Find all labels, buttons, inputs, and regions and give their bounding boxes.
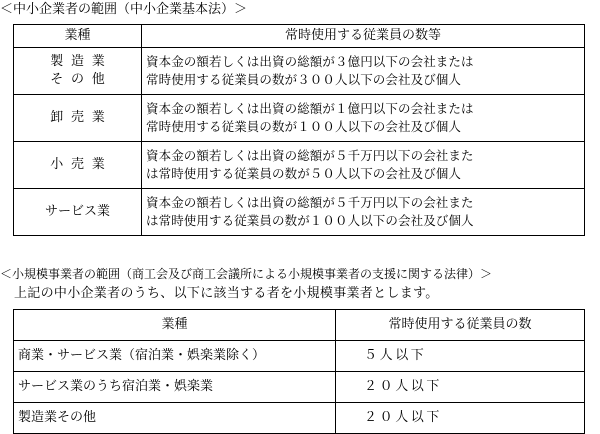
industry-cell: [14, 48, 142, 95]
sme-range-heading: ＜中小企業者の範囲（中小企業基本法）＞: [0, 2, 248, 17]
small-business-intro: 上記の中小企業者のうち、以下に該当する者を小規模事業者とします。: [14, 286, 439, 301]
header-condition: 常時使用する従業員の数等: [142, 25, 585, 48]
industry-line: 製造業: [50, 54, 113, 69]
industry-line: 卸売業: [50, 110, 113, 125]
condition-cell: [142, 189, 585, 236]
condition-cell: [142, 95, 585, 142]
industry-cell: 製造業その他: [14, 403, 336, 434]
header-industry: 業種: [14, 25, 142, 48]
small-business-range-heading: ＜小規模事業者の範囲（商工会及び商工会議所による小規模事業者の支援に関する法律）＞: [0, 267, 493, 281]
condition-line: 常時使用する従業員の数が３００人以下の会社及び個人: [146, 72, 462, 87]
condition-line: 資本金の額若しくは出資の総額が１億円以下の会社または: [146, 101, 474, 116]
small-business-table: [13, 309, 585, 434]
industry-cell: 商業・サービス業（宿泊業・娯楽業除く）: [14, 341, 336, 372]
sme-range-table: [13, 24, 585, 236]
condition-line: は常時使用する従業員の数が１００人以下の会社及び個人: [146, 213, 474, 228]
condition-cell: [142, 48, 585, 95]
table-row: [14, 189, 585, 236]
industry-cell: サービス業のうち宿泊業・娯楽業: [14, 372, 336, 403]
table-row: [14, 341, 585, 372]
employees-cell: ２０人以下: [336, 372, 585, 403]
condition-line: 常時使用する従業員の数が１００人以下の会社及び個人: [146, 119, 462, 134]
condition-line: は常時使用する従業員の数が５０人以下の会社及び個人: [146, 166, 462, 181]
industry-cell: [14, 189, 142, 236]
table-row: [14, 48, 585, 95]
table-row: [14, 403, 585, 434]
header-employees: 常時使用する従業員の数: [336, 310, 585, 341]
table-header-row: [14, 310, 585, 341]
industry-line: その他: [50, 72, 113, 87]
table-row: [14, 372, 585, 403]
condition-line: 資本金の額若しくは出資の総額が５千万円以下の会社また: [146, 195, 474, 210]
header-industry: 業種: [14, 310, 336, 341]
industry-line: サービス業: [44, 204, 110, 219]
industry-cell: [14, 95, 142, 142]
industry-line: 小売業: [50, 157, 113, 172]
table-row: [14, 142, 585, 189]
industry-cell: [14, 142, 142, 189]
employees-cell: ２０人以下: [336, 403, 585, 434]
table-row: [14, 95, 585, 142]
condition-line: 資本金の額若しくは出資の総額が５千万円以下の会社また: [146, 148, 474, 163]
table-header-row: [14, 25, 585, 48]
employees-cell: ５人以下: [336, 341, 585, 372]
condition-line: 資本金の額若しくは出資の総額が３億円以下の会社または: [146, 54, 474, 69]
condition-cell: [142, 142, 585, 189]
